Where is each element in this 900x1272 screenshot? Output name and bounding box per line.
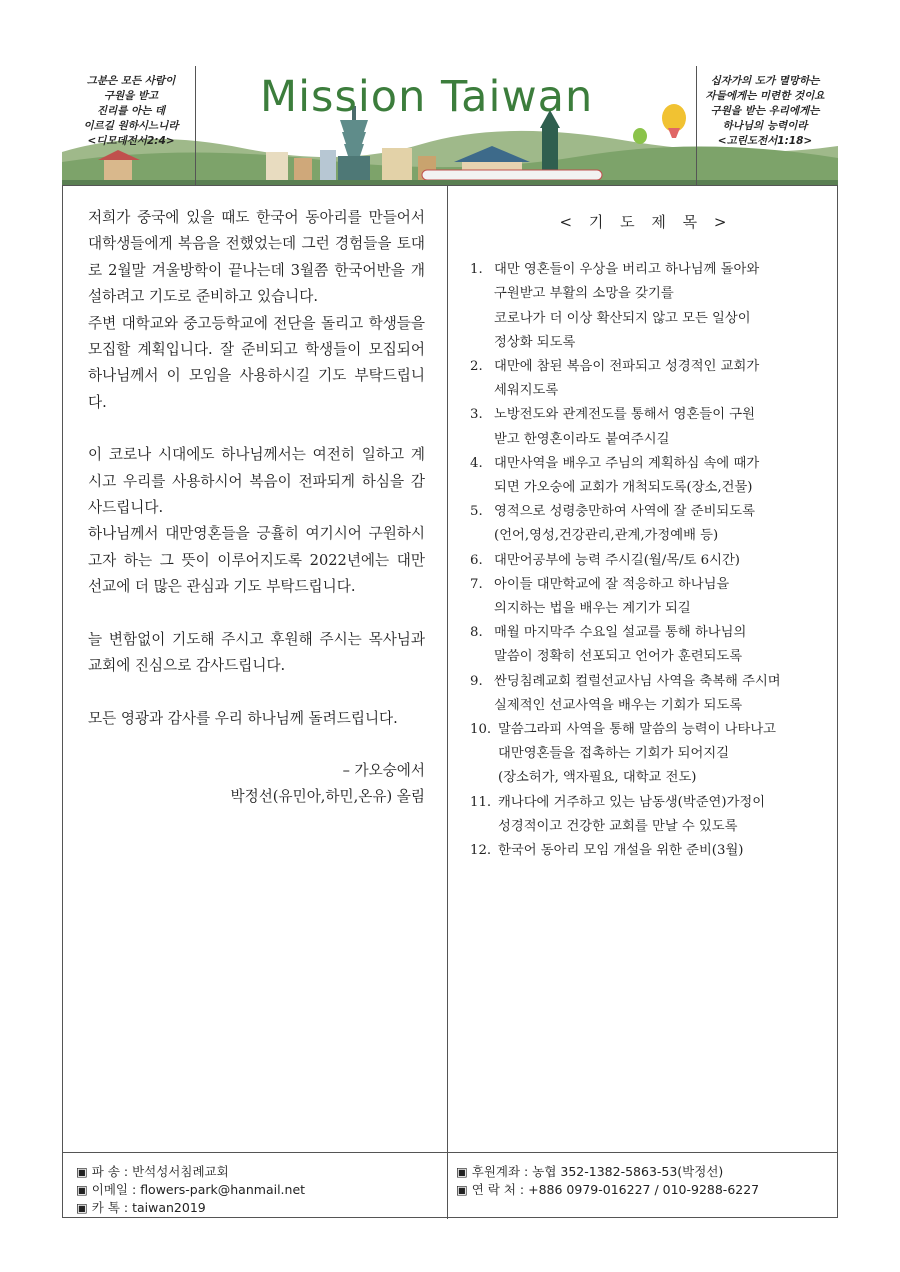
prayer-item xyxy=(470,452,822,500)
prayer-item xyxy=(470,355,822,403)
verse-line: 하나님의 능력이라 xyxy=(722,120,808,132)
verse-line: 이르길 원하시느니라 xyxy=(83,120,179,132)
prayer-item-line: 받고 한영혼이라도 붙여주시길 xyxy=(494,431,670,447)
prayer-item-line: 말씀그라피 사역을 통해 말씀의 능력이 나타나고 xyxy=(498,722,777,738)
prayer-item-number: 10. xyxy=(470,722,492,738)
prayer-item xyxy=(470,549,822,573)
email-value[interactable]: flowers-park@hanmail.net xyxy=(140,1182,306,1197)
kakao-value: taiwan2019 xyxy=(132,1200,206,1215)
prayer-item xyxy=(470,621,822,669)
prayer-item xyxy=(470,500,822,548)
prayer-item-number: 5. xyxy=(470,504,483,520)
column-divider xyxy=(447,186,448,1152)
letter-paragraph: 늘 변함없이 기도해 주시고 후원해 주시는 목사님과 교회에 진심으로 감사드립니다. xyxy=(88,630,425,675)
account-label: ▣ 후원계좌 : xyxy=(456,1164,529,1179)
banner-right-divider xyxy=(696,66,697,186)
newsletter-title: Mission Taiwan xyxy=(260,72,594,122)
prayer-item-number: 6. xyxy=(470,552,483,568)
prayer-item-line: 대만영혼들을 접촉하는 기회가 되어지길 xyxy=(498,746,730,762)
letter-paragraph: 주변 대학교와 중고등학교에 전단을 돌리고 학생들을 모집할 계획입니다. 잘 준비되고 학생들이 모집되어 하나님께서 이 모임을 사용하시길 기도 부탁드립니다. xyxy=(88,314,425,411)
sender-row xyxy=(76,1163,305,1181)
signature-from: – 가오숭에서 xyxy=(342,761,425,779)
prayer-item-line: 세워지도록 xyxy=(494,383,559,399)
prayer-item-line: 캐나다에 거주하고 있는 남동생(박준연)가정이 xyxy=(498,794,766,810)
kakao-row xyxy=(76,1199,305,1217)
letter-body xyxy=(88,205,425,811)
prayer-item xyxy=(470,718,822,791)
prayer-item-number: 7. xyxy=(470,576,483,592)
email-label: ▣ 이메일 : xyxy=(76,1182,137,1197)
letter-paragraph: 하나님께서 대만영혼들을 긍휼히 여기시어 구원하시고자 하는 그 뜻이 이루어지도록 2022년에는 대만 선교에 더 많은 관심과 기도 부탁드립니다. xyxy=(88,525,425,596)
prayer-item xyxy=(470,791,822,839)
prayer-item-number: 9. xyxy=(470,673,483,689)
letter-paragraph: 모든 영광과 감사를 우리 하나님께 돌려드립니다. xyxy=(88,709,398,727)
prayer-item xyxy=(470,258,822,355)
prayer-item-number: 2. xyxy=(470,359,483,375)
sender-value: 반석성서침례교회 xyxy=(132,1164,229,1179)
email-row xyxy=(76,1181,305,1199)
prayer-item-line: 싼딩침례교회 컬럴선교사님 사역을 축복해 주시며 xyxy=(494,673,781,689)
verse-line: 자들에게는 미련한 것이요 xyxy=(705,90,825,102)
prayer-item-line: 대만 영혼들이 우상을 버리고 하나님께 돌아와 xyxy=(494,262,760,278)
prayer-item-line: 아이들 대만학교에 잘 적응하고 하나님을 xyxy=(494,576,730,592)
prayer-item-line: 매월 마지막주 수요일 설교를 통해 하나님의 xyxy=(494,625,747,641)
verse-reference: <고린도전서1:18> xyxy=(717,135,813,147)
prayer-item-number: 4. xyxy=(470,455,483,471)
prayer-item-line: 한국어 동아리 모임 개설을 위한 준비(3월) xyxy=(498,843,744,859)
letter-paragraph: 이 코로나 시대에도 하나님께서는 여전히 일하고 계시고 우리를 사용하시어 복음이 전파되게 하심을 감사드립니다. xyxy=(88,446,425,517)
prayer-item-line: (언어,영성,건강관리,관계,가정예배 등) xyxy=(494,528,719,544)
signature-name: 박정선(유민아,하민,온유) 올림 xyxy=(230,788,425,806)
left-verse-quote xyxy=(66,74,196,149)
prayer-item-line: 의지하는 법을 배우는 계기가 되길 xyxy=(494,601,691,617)
account-value: 농협 352-1382-5863-53(박정선) xyxy=(532,1164,724,1179)
contact-value: +886 0979-016227 / 010-9288-6227 xyxy=(528,1182,760,1197)
prayer-item-line: 대만에 참된 복음이 전파되고 성경적인 교회가 xyxy=(494,359,760,375)
sender-label: ▣ 파 송 : xyxy=(76,1164,129,1179)
prayer-item-line: 되면 가오숭에 교회가 개척되도록(장소,건물) xyxy=(494,480,753,496)
verse-line: 구원을 받고 xyxy=(103,90,159,102)
prayer-item-line: 대만사역을 배우고 주님의 계획하심 속에 때가 xyxy=(494,455,760,471)
verse-line: 구원을 받는 우리에게는 xyxy=(710,105,820,117)
prayer-item xyxy=(470,670,822,718)
prayer-item-line: 노방전도와 관계전도를 통해서 영혼들이 구원 xyxy=(494,407,755,423)
prayer-item-number: 1. xyxy=(470,262,483,278)
prayer-item xyxy=(470,839,822,863)
letter-paragraph: 저희가 중국에 있을 때도 한국어 동아리를 만들어서 대학생들에게 복음을 전했었는데 그런 경험들을 토대로 2월말 겨울방학이 끝나는데 3월쯤 한국어반을 개설하려고 기도로 준비하고 있습니다. xyxy=(88,209,425,306)
prayer-item xyxy=(470,403,822,451)
footer-divider xyxy=(447,1153,448,1219)
prayer-title: < 기 도 제 목 > xyxy=(559,213,733,231)
prayer-item-line: 정상화 되도록 xyxy=(494,334,576,350)
contact-label: ▣ 연 락 처 : xyxy=(456,1182,525,1197)
verse-line: 십자가의 도가 멸망하는 xyxy=(710,75,820,87)
footer-contact xyxy=(62,1152,838,1219)
prayer-item-number: 11. xyxy=(470,794,492,810)
prayer-item-line: 코로나가 더 이상 확산되지 않고 모든 일상이 xyxy=(494,310,751,326)
verse-line: 그분은 모든 사람이 xyxy=(86,75,176,87)
prayer-item xyxy=(470,573,822,621)
prayer-item-number: 8. xyxy=(470,625,483,641)
account-row xyxy=(456,1163,759,1181)
verse-line: 진리를 아는 데 xyxy=(96,105,166,117)
right-verse-quote xyxy=(700,74,830,149)
prayer-item-line: 대만어공부에 능력 주시길(월/목/토 6시간) xyxy=(494,552,740,568)
prayer-item-line: 말씀이 정확히 선포되고 언어가 훈련되도록 xyxy=(494,649,743,665)
prayer-item-number: 3. xyxy=(470,407,483,423)
verse-reference: <디모데전서2:4> xyxy=(87,135,175,147)
kakao-label: ▣ 카 톡 : xyxy=(76,1200,129,1215)
prayer-item-line: 성경적이고 건강한 교회를 만날 수 있도록 xyxy=(498,818,738,834)
header-banner xyxy=(62,66,838,186)
contact-row xyxy=(456,1181,759,1199)
prayer-list xyxy=(470,210,822,863)
prayer-item-line: 구원받고 부활의 소망을 갖기를 xyxy=(494,286,674,302)
prayer-item-number: 12. xyxy=(470,843,492,859)
prayer-item-line: 실제적인 선교사역을 배우는 기회가 되도록 xyxy=(494,697,743,713)
prayer-item-line: 영적으로 성령충만하여 사역에 잘 준비되도록 xyxy=(494,504,755,520)
prayer-item-line: (장소허가, 액자필요, 대학교 전도) xyxy=(498,770,697,786)
